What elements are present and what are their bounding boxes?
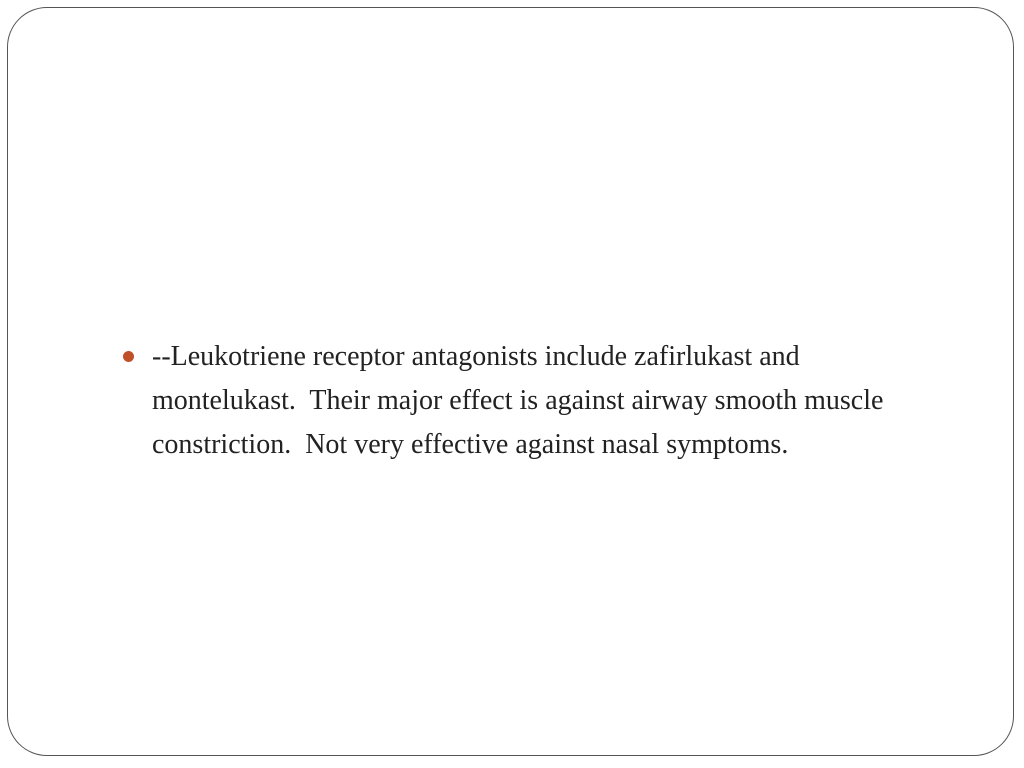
bullet-list <box>118 335 918 467</box>
slide-frame <box>7 7 1014 756</box>
bullet-item <box>118 335 918 467</box>
bullet-dot-icon <box>123 351 134 362</box>
bullet-text: --Leukotriene receptor antagonists include zafirlukast and montelukast. Their major effect is against airway smooth muscle constriction. Not very effective against nasal symptoms. <box>152 341 891 460</box>
slide-body <box>118 335 918 467</box>
